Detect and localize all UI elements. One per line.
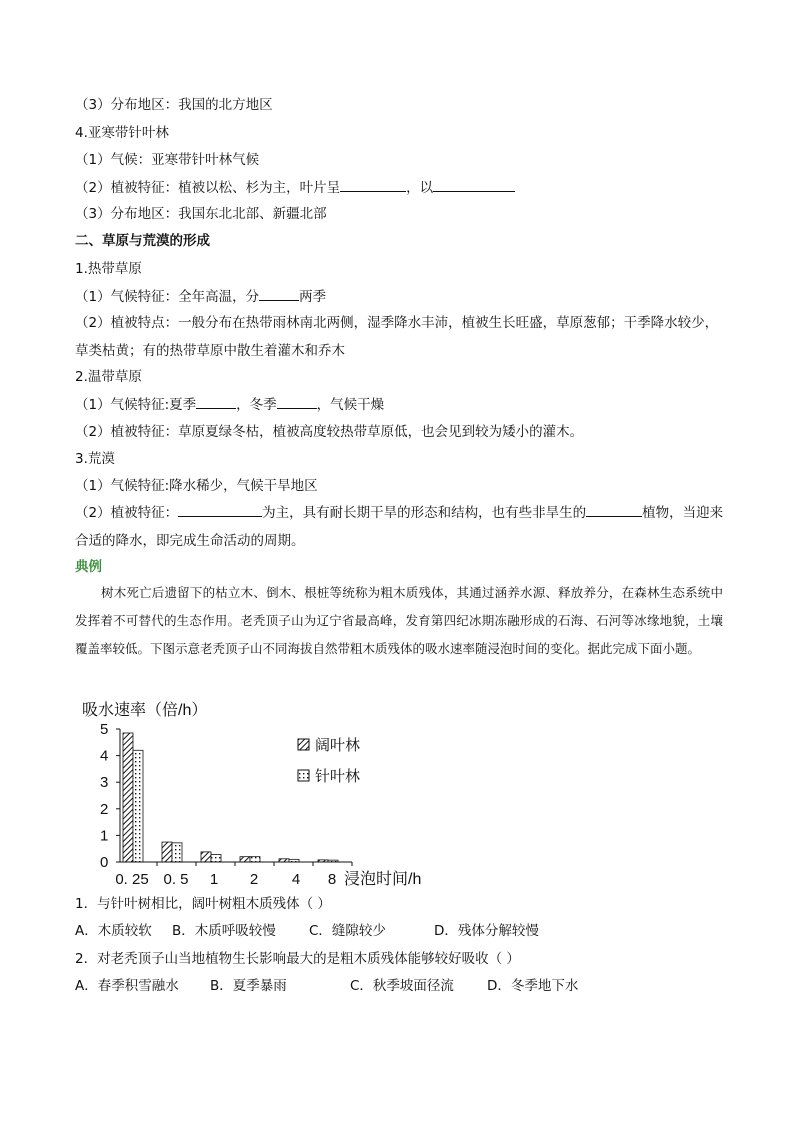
y-tick-label: 3: [100, 774, 109, 792]
section-title: 4.亚寒带针叶林: [75, 125, 169, 141]
x-tick-label: 0. 5: [163, 871, 189, 888]
section-title: 2.温带草原: [75, 369, 142, 385]
text-line: [75, 395, 384, 414]
option-row: [75, 977, 578, 995]
text-fragment: 为主，具有耐长期干旱的形态和结构，也有些非旱生的: [262, 505, 587, 521]
fill-blank: [586, 503, 642, 517]
fill-blank: [196, 395, 236, 409]
legend-label-broadleaf: 阔叶林: [315, 737, 361, 754]
text-line: （1）气候特征:降水稀少，气候干旱地区: [75, 478, 318, 494]
text-line: [75, 287, 326, 306]
section-title: 3.荒漠: [75, 451, 115, 467]
x-tick-label: 8: [327, 871, 337, 888]
bar-conifer: [211, 855, 221, 862]
text-line: （3）分布地区：我国的北方地区: [75, 97, 273, 113]
legend-swatch-broadleaf: [298, 739, 309, 750]
section-title: 1.热带草原: [75, 261, 142, 277]
text-fragment: ，冬季: [236, 397, 277, 413]
bar-broadleaf: [123, 733, 133, 862]
bar-chart: [70, 696, 450, 892]
option-a: A．春季积雪融水: [75, 978, 179, 994]
question-stem: 2．对老秃顶子山当地植物生长影响最大的是粗木质残体能够较好吸收（ ）: [75, 951, 520, 967]
text-fragment: （2）植被特征：: [75, 505, 179, 521]
question-stem: 1．与针叶树相比，阔叶树粗木质残体（ ）: [75, 896, 331, 912]
option-b: B．夏季暴雨: [210, 978, 287, 994]
chart-legend: [298, 737, 360, 785]
text-fragment: ，以: [406, 180, 434, 196]
y-tick-label: 1: [100, 827, 109, 845]
option-a: A．木质较软: [75, 923, 152, 939]
text-line: （1）气候：亚寒带针叶林气候: [75, 152, 260, 168]
text-line: （3）分布地区：我国东北北部、新疆北部: [75, 206, 327, 222]
text-paragraph: （2）植被特点：一般分布在热带雨林南北两侧，湿季降水丰沛，植被生长旺盛，草原葱郁；干季降水较少，草类枯黄；有的热带草原中散生着灌木和乔木: [75, 315, 719, 359]
bar-conifer: [172, 843, 182, 862]
bar-conifer: [250, 857, 260, 862]
bar-broadleaf: [162, 842, 172, 862]
y-tick-label: 5: [100, 721, 109, 738]
text-line: （2）植被特征：草原夏绿冬枯，植被高度较热带草原低，也会见到较为矮小的灌木。: [75, 424, 584, 440]
y-tick-label: 2: [100, 800, 109, 818]
option-row: [75, 922, 539, 940]
y-tick-label: 0: [100, 854, 109, 871]
y-axis-title: 吸水速率（倍/h）: [82, 702, 208, 719]
text-fragment: （1）气候特征：全年高温，分: [75, 289, 260, 305]
text-paragraph: [75, 499, 725, 555]
fill-blank: [277, 395, 317, 409]
legend-swatch-conifer: [298, 770, 309, 781]
bar-broadleaf: [201, 852, 211, 862]
option-d: D．残体分解较慢: [434, 923, 539, 939]
x-tick-label: 1: [209, 871, 219, 888]
text-line: [75, 178, 515, 197]
x-tick-label: 4: [291, 871, 301, 888]
x-tick-label: 0. 25: [115, 871, 149, 888]
x-axis-title: 浸泡时间/h: [344, 871, 422, 888]
fill-blank: [259, 287, 299, 301]
x-tick-label: 2: [249, 871, 259, 888]
option-d: D．冬季地下水: [487, 978, 579, 994]
option-c: C．秋季坡面径流: [350, 978, 454, 994]
text-fragment: （1）气候特征:夏季: [75, 397, 197, 413]
section-heading: 二、草原与荒漠的形成: [75, 233, 210, 249]
text-fragment: 两季: [299, 289, 327, 305]
option-c: C．缝隙较少: [309, 923, 386, 939]
fill-blank: [178, 503, 262, 517]
text-fragment: ，气候干燥: [316, 397, 385, 413]
bar-conifer: [133, 750, 143, 862]
text-fragment: 植物，当迎来合适的降水，即完成生命活动的周期。: [75, 505, 724, 549]
bar-broadleaf: [240, 857, 250, 862]
example-heading: 典例: [75, 559, 102, 575]
text-fragment: （2）植被特征：植被以松、杉为主，叶片呈: [75, 180, 341, 196]
fill-blank: [433, 178, 515, 192]
fill-blank: [340, 178, 406, 192]
y-tick-label: 4: [100, 747, 109, 765]
example-paragraph: 树木死亡后遗留下的枯立木、倒木、根桩等统称为粗木质残体，其通过涵养水源、释放养分，在森林生态系统中发挥着不可替代的生态作用。老秃顶子山为辽宁省最高峰，发育第四纪冰期冻融形成的石海、石河等冰缘地貌，土壤覆盖率较低。下图示意老秃顶子山不同海拔自然带粗木质残体的吸水速率随浸泡时间的变化。据此完成下面小题。: [75, 585, 723, 656]
legend-label-conifer: 针叶林: [315, 768, 361, 785]
option-b: B．木质呼吸较慢: [172, 923, 276, 939]
